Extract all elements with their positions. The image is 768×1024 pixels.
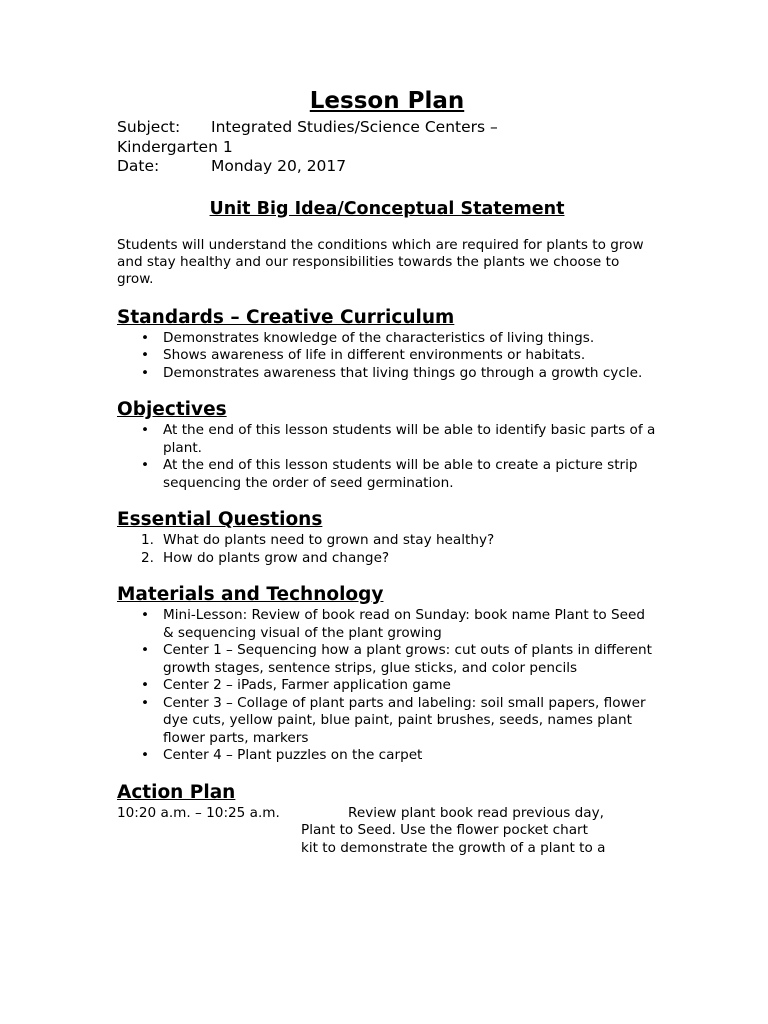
bullet-icon: • [141,642,150,658]
bullet-icon: • [141,694,150,711]
bullet-icon: • [141,747,150,763]
list-item: 1. What do plants need to grown and stay healthy? [141,532,495,548]
materials-list [117,607,657,765]
lesson-plan-document [117,86,657,857]
bullet-icon: • [141,364,150,381]
list-item: • Center 2 – iPads, Farmer application game [141,677,451,693]
subject-value: Integrated Studies/Science Centers – [211,118,498,136]
bullet-icon: • [141,677,150,693]
action-line-1: Review plant book read previous day, [348,804,604,821]
subject-label: Subject: [117,118,181,136]
list-item: • Demonstrates awareness that living things go through a growth cycle. [141,364,643,381]
bullet-icon: • [141,422,150,438]
date-label: Date: [117,157,160,175]
list-item: 2. How do plants grow and change? [141,549,390,566]
bullet-icon: • [141,607,150,623]
standards-list [117,330,657,383]
essential-questions-heading: Essential Questions [117,509,323,530]
list-item: • Center 1 – Sequencing how a plant grows: cut outs of plants in different growth stages, sentence strips, glue sticks, and color pencils [141,642,652,676]
date-line [117,157,657,177]
list-item: • Center 4 – Plant puzzles on the carpet [141,747,423,763]
action-line-2: Plant to Seed. Use the flower pocket chart [301,822,588,838]
bullet-icon: • [141,329,150,346]
document-title: Lesson Plan [309,88,465,114]
essential-questions-list [117,532,657,567]
action-plan-heading: Action Plan [117,781,236,803]
date-value: Monday 20, 2017 [211,157,347,175]
subject-line [117,118,657,138]
list-item: • At the end of this lesson students will be able to identify basic parts of a plant. [141,422,656,456]
action-time: 10:20 a.m. – 10:25 a.m. [117,804,280,821]
action-plan-entry [117,805,657,823]
subject-line-continued: Kindergarten 1 [117,137,233,156]
list-item: • Demonstrates knowledge of the characteristics of living things. [141,329,595,346]
standards-heading: Standards – Creative Curriculum [117,306,455,328]
list-item: • Center 3 – Collage of plant parts and labeling: soil small papers, flower dye cuts, yellow paint, blue paint, paint brushes, seeds, names plant flower parts, markers [141,694,646,746]
big-idea-text: Students will understand the conditions which are required for plants to grow and stay healthy and our responsibilities towards the plants we choose to grow. [117,236,644,287]
objectives-list [117,422,657,492]
big-idea-heading: Unit Big Idea/Conceptual Statement [209,198,565,219]
list-item: • At the end of this lesson students will be able to create a picture strip sequencing the order of seed germination. [141,457,638,491]
action-line-3: kit to demonstrate the growth of a plant to a [301,839,606,856]
list-item: • Shows awareness of life in different environments or habitats. [141,347,586,363]
list-item: • Mini-Lesson: Review of book read on Sunday: book name Plant to Seed & sequencing visual of the plant growing [141,607,646,641]
bullet-icon: • [141,457,150,473]
bullet-icon: • [141,347,150,363]
materials-heading: Materials and Technology [117,584,384,605]
objectives-heading: Objectives [117,399,227,420]
